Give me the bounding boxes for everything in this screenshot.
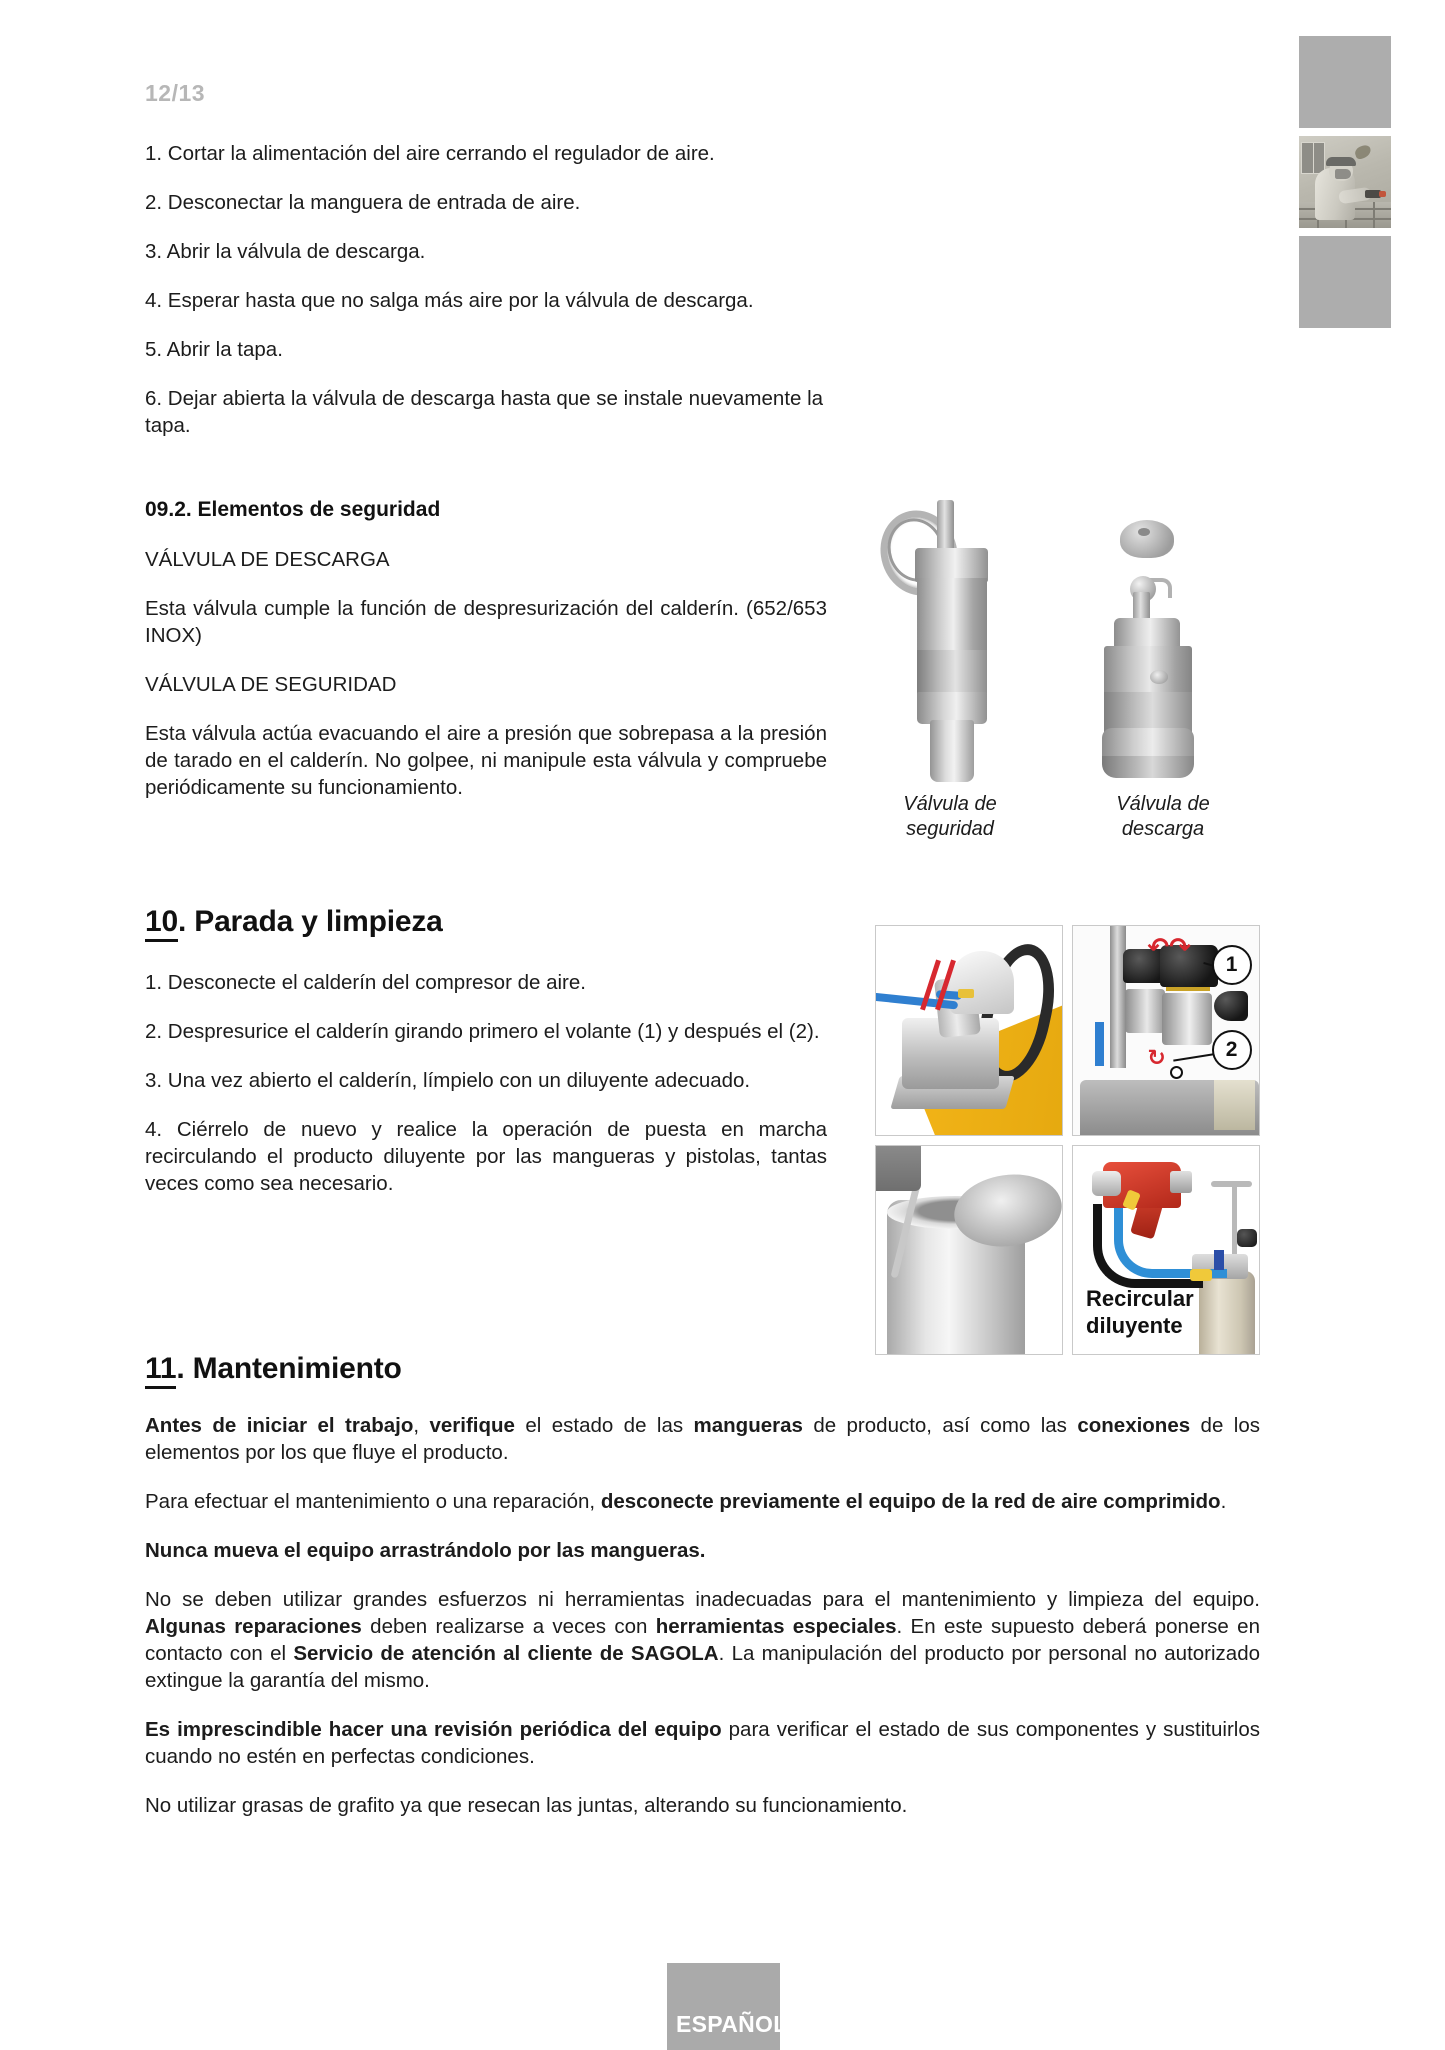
- section-title-10: . Parada y limpieza: [177, 905, 443, 938]
- list-item: 1. Cortar la alimentación del aire cerrando el regulador de aire.: [145, 142, 715, 165]
- recirculate-solvent-label: [1086, 1285, 1194, 1339]
- worker-photo-thumbnail: [1299, 136, 1391, 228]
- list-item: 4. Ciérrelo de nuevo y realice la operación de puesta en marcha recirculando el producto diluyente por las mangueras y pistolas, tantas veces como sea necesario.: [145, 1118, 827, 1195]
- discharge-valve-caption: Válvula de descarga: [1116, 793, 1210, 840]
- photo-depressurize-valves: [1072, 925, 1260, 1136]
- text-run: el estado de las: [514, 1414, 694, 1437]
- maintenance-paragraph-5: [145, 1716, 1260, 1770]
- list-item: 5. Abrir la tapa.: [145, 338, 283, 361]
- callout-badge-1: 1: [1212, 945, 1252, 985]
- emphasis: herramientas especiales: [655, 1615, 897, 1638]
- text-run: de los elementos por los que fluye el producto.: [145, 1414, 1260, 1464]
- callout-badge-2: 2: [1212, 1030, 1252, 1070]
- emphasis: desconecte previamente el equipo de la red de aire comprimido: [600, 1490, 1221, 1513]
- callout-anchor-dot: [1170, 1066, 1183, 1079]
- emphasis: Antes de iniciar el trabajo: [145, 1414, 414, 1437]
- safety-valve-title: VÁLVULA DE SEGURIDAD: [145, 673, 397, 696]
- section-number-11: 11: [145, 1352, 176, 1389]
- recirculate-label-line2: diluyente: [1086, 1313, 1183, 1339]
- language-tab-label: ESPAÑOL: [676, 2011, 788, 2037]
- text-run: No utilizar grasas de grafito ya que resecan las juntas, alterando su funcionamiento.: [145, 1794, 908, 1817]
- gray-marker-square-top: [1299, 36, 1391, 128]
- section-number-10: 10: [145, 905, 178, 942]
- rotate-arrow-bottom-icon: ↻: [1147, 1044, 1166, 1070]
- list-item: 4. Esperar hasta que no salga más aire por la válvula de descarga.: [145, 289, 754, 312]
- text-run: deben realizarse a veces con: [361, 1615, 656, 1638]
- maintenance-paragraph-4: [145, 1586, 1260, 1694]
- list-item: 6. Dejar abierta la válvula de descarga hasta que se instale nuevamente la tapa.: [145, 387, 824, 437]
- photo-disconnect-compressor: [875, 925, 1063, 1136]
- safety-elements-section: [145, 498, 827, 823]
- maintenance-paragraph-3: [145, 1537, 1260, 1564]
- text-run: Para efectuar el mantenimiento o una reparación,: [145, 1490, 601, 1513]
- text-run: . En este supuesto deberá ponerse en contacto con el: [145, 1615, 1260, 1665]
- language-tab: [667, 1963, 788, 2050]
- maintenance-paragraph-1: [145, 1412, 1260, 1466]
- gray-marker-square-bottom: [1299, 236, 1391, 328]
- photo-recirculate-solvent: [1072, 1145, 1260, 1356]
- text-run: . La manipulación del producto por personal no autorizado extingue la garantía del mismo.: [145, 1642, 1261, 1692]
- section-heading-11: [145, 1352, 1260, 1386]
- safety-valve-caption: Válvula de seguridad: [903, 793, 997, 840]
- text-run: No se deben utilizar grandes esfuerzos ni herramientas inadecuadas para el mantenimiento y limpieza del equipo.: [145, 1588, 1260, 1611]
- maintenance-section: [145, 1352, 1260, 1841]
- list-item: 2. Despresurice el calderín girando primero el volante (1) y después el (2).: [145, 1020, 820, 1043]
- emphasis: Algunas reparaciones: [145, 1615, 362, 1638]
- discharge-valve-illustration: [1090, 520, 1240, 800]
- photo-open-tank: [875, 1145, 1063, 1356]
- section-title-11: . Mantenimiento: [176, 1352, 402, 1385]
- discharge-valve-text: Esta válvula cumple la función de despresurización del calderín. (652/653 INOX): [145, 597, 827, 647]
- rotate-arrow-top-icon: ↶↷: [1147, 932, 1191, 963]
- list-item: 3. Una vez abierto el calderín, límpielo con un diluyente adecuado.: [145, 1069, 751, 1092]
- list-item: 2. Desconectar la manguera de entrada de aire.: [145, 191, 581, 214]
- emphasis: Nunca mueva el equipo arrastrándolo por las mangueras.: [145, 1539, 706, 1562]
- valve-figures: [855, 500, 1275, 840]
- text-run: para verificar el estado de sus componentes y sustituirlos cuando no estén en perfectas condiciones.: [145, 1718, 1260, 1768]
- depressurize-steps-list: [145, 140, 827, 461]
- section-heading-10: [145, 905, 827, 939]
- corner-marker-stack: [1299, 36, 1391, 336]
- safety-valve-illustration: [875, 500, 1025, 790]
- stop-clean-section: [145, 905, 827, 1219]
- section-heading-09-2: 09.2. Elementos de seguridad: [145, 498, 441, 521]
- emphasis: mangueras: [693, 1414, 803, 1437]
- recirculate-label-line1: Recircular: [1086, 1286, 1194, 1312]
- emphasis: Servicio de atención al cliente de SAGOLA: [293, 1642, 719, 1665]
- maintenance-paragraph-2: [145, 1488, 1260, 1515]
- discharge-valve-title: VÁLVULA DE DESCARGA: [145, 548, 390, 571]
- page-number: 12/13: [145, 80, 206, 106]
- stop-clean-photo-grid: [875, 925, 1260, 1355]
- emphasis: conexiones: [1077, 1414, 1191, 1437]
- emphasis: Es imprescindible hacer una revisión periódica del equipo: [145, 1718, 722, 1741]
- maintenance-paragraph-6: [145, 1792, 1260, 1819]
- text-run: ,: [413, 1414, 430, 1437]
- text-run: .: [1220, 1490, 1227, 1513]
- list-item: 1. Desconecte el calderín del compresor de aire.: [145, 971, 586, 994]
- list-item: 3. Abrir la válvula de descarga.: [145, 240, 426, 263]
- emphasis: verifique: [429, 1414, 515, 1437]
- safety-valve-text: Esta válvula actúa evacuando el aire a presión que sobrepasa a la presión de tarado en el calderín. No golpee, ni manipule esta válvula y compruebe periódicamente su funcionamiento.: [145, 722, 827, 799]
- text-run: de producto, así como las: [802, 1414, 1078, 1437]
